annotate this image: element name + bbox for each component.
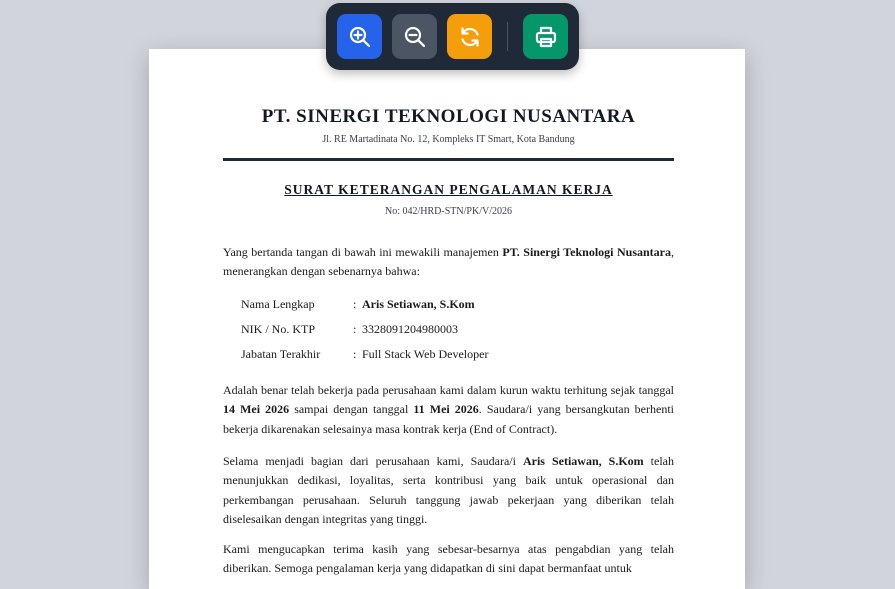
- intro-text: Yang bertanda tangan di bawah ini mewakili manajemen: [223, 245, 503, 259]
- letterhead-divider: [223, 158, 674, 161]
- end-date: 11 Mei 2026: [413, 402, 479, 417]
- intro-company-name: PT. Sinergi Teknologi Nusantara: [502, 245, 671, 259]
- employment-period-paragraph: [223, 381, 674, 439]
- toolbar-divider: [507, 22, 508, 51]
- zoom-out-icon: [403, 25, 427, 49]
- letter-number: No: 042/HRD-STN/PK/V/2026: [385, 206, 512, 217]
- zoom-in-icon: [348, 25, 372, 49]
- letter-page: [149, 49, 745, 589]
- detail-label: Nama Lengkap: [241, 297, 315, 311]
- printer-icon: [534, 25, 558, 49]
- detail-value-nik: 3328091204980003: [362, 322, 458, 336]
- reset-zoom-button[interactable]: [447, 14, 492, 59]
- detail-colon: :: [353, 297, 357, 311]
- detail-colon: :: [353, 322, 357, 336]
- detail-value-position: Full Stack Web Developer: [362, 347, 489, 361]
- intro-text-end: , menerangkan dengan sebenarnya bahwa:: [223, 245, 674, 279]
- intro-paragraph: [223, 243, 674, 282]
- detail-label: NIK / No. KTP: [241, 322, 315, 336]
- detail-value-name: Aris Setiawan, S.Kom: [362, 297, 475, 311]
- period-text: Adalah benar telah bekerja pada perusahaan kami dalam kurun waktu terhitung sejak tanggal: [223, 383, 674, 397]
- dedication-paragraph: [223, 452, 674, 529]
- period-text-end: . Saudara/i yang bersangkutan berhenti bekerja dikarenakan selesainya masa kontrak kerja (End of Contract).: [223, 402, 674, 436]
- closing-paragraph: Kami mengucapkan terima kasih yang sebesar-besarnya atas pengabdian yang telah diberikan. Semoga pengalaman kerja yang didapatkan di sini dapat bermanfaat untuk: [223, 542, 674, 576]
- dedication-text: Selama menjadi bagian dari perusahaan kami, Saudara/i: [223, 454, 523, 468]
- dedication-text-end: telah menunjukkan dedikasi, loyalitas, serta kontribusi yang baik untuk operasional dan perkembangan perusahaan. Seluruh tanggung jawab pekerjaan yang diberikan telah diselesaikan dengan integritas yang tinggi.: [223, 454, 675, 526]
- start-date: 14 Mei 2026: [223, 402, 290, 417]
- document-toolbar: [326, 3, 579, 70]
- company-address: Jl. RE Martadinata No. 12, Kompleks IT Smart, Kota Bandung: [322, 134, 575, 145]
- detail-row-nik: [241, 322, 671, 342]
- detail-row-name: [241, 297, 671, 317]
- detail-row-position: [241, 347, 671, 367]
- detail-label: Jabatan Terakhir: [241, 347, 321, 361]
- company-name: PT. SINERGI TEKNOLOGI NUSANTARA: [261, 106, 636, 127]
- print-button[interactable]: [523, 14, 568, 59]
- detail-colon: :: [353, 347, 357, 361]
- zoom-out-button[interactable]: [392, 14, 437, 59]
- zoom-in-button[interactable]: [337, 14, 382, 59]
- dedication-employee-name: Aris Setiawan, S.Kom: [522, 454, 644, 468]
- refresh-icon: [458, 25, 482, 49]
- letter-title: SURAT KETERANGAN PENGALAMAN KERJA: [284, 182, 613, 197]
- period-text-mid: sampai dengan tanggal: [289, 402, 414, 417]
